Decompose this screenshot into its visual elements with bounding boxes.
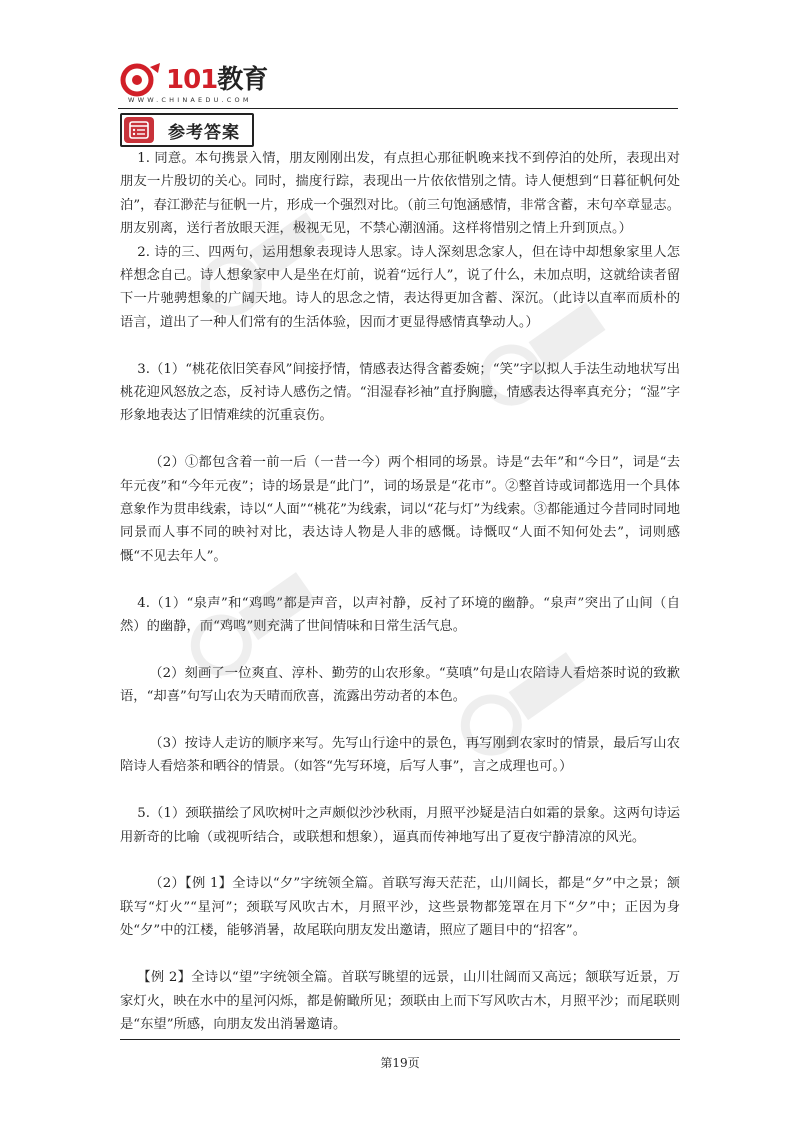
section-title: 参考答案 <box>168 122 240 143</box>
answer-paragraph: （2）刻画了一位爽直、淳朴、勤劳的山农形象。“莫嗔”句是山农陪诗人看焙茶时说的致歉语，“却喜”句写山农为天晴而欣喜，流露出劳动者的本色。 <box>120 665 680 705</box>
answer-paragraph: （2）【例 1】全诗以“夕”字统领全篇。首联写海天茫茫，山川阔长，都是“夕”中之景；颔联写“灯火”“星河”；颈联写风吹古木，月照平沙，这些景物都笼罩在月下“夕”中；正因为身处“夕”中的江楼，能够消暑，故尾联向朋友发出邀请，照应了题目中的“招客”。 <box>120 876 680 939</box>
answer-paragraph: 3.（1）“桃花依旧笑春风”间接抒情，情感表达得含蓄委婉；“笑”字以拟人手法生动地状写出桃花迎风怒放之态，反衬诗人感伤之情。“泪湿春衫袖”直抒胸臆，情感表达得率真充分；“湿”字形象地表达了旧情难续的沉重哀伤。 <box>120 361 680 424</box>
page-header <box>118 58 678 110</box>
answer-paragraph: 1. 同意。本句携景入情，朋友刚刚出发，有点担心那征帆晚来找不到停泊的处所，表现出对朋友一片殷切的关心。同时，揣度行踪，表现出一片依依惜别之情。诗人便想到“日暮征帆何处泊”，春江渺茫与征帆一片，形成一个强烈对比。（前三句饱涵感情，非常含蓄，末句卒章显志。朋友别离，送行者放眼天涯，极视无见，不禁心潮汹涌。这样将惜别之情上升到顶点。） <box>120 151 680 237</box>
logo-url: WWW.CHINAEDU.COM <box>128 96 252 104</box>
header-divider <box>118 108 678 109</box>
logo-number: 101 <box>166 65 218 95</box>
section-heading <box>120 113 254 147</box>
logo-wordmark <box>166 67 267 93</box>
answer-paragraph: 【例 2】全诗以“望”字统领全篇。首联写眺望的远景，山川壮阔而又高远；颔联写近景，万家灯火，映在水中的星河闪烁，都是俯瞰所见；颈联由上而下写风吹古木，月照平沙；而尾联则是“东望”所感，向朋友发出消暑邀请。 <box>120 970 680 1032</box>
logo-mark-icon <box>120 61 164 99</box>
answer-paragraph: 4.（1）“泉声”和“鸡鸣”都是声音，以声衬静，反衬了环境的幽静。“泉声”突出了山间（自然）的幽静，而“鸡鸣”则充满了世间情味和日常生活气息。 <box>120 595 680 635</box>
brand-logo <box>120 60 267 100</box>
answer-paragraph: 2. 诗的三、四两句，运用想象表现诗人思家。诗人深刻思念家人，但在诗中却想象家里人怎样想念自己。诗人想象家中人是坐在灯前，说着“远行人”，说了什么，未加点明，这就给读者留下一片驰骋想象的广阔天地。诗人的思念之情，表达得更加含蓄、深沉。（此诗以直率而质朴的语言，道出了一种人们常有的生活体验，因而才更显得感情真挚动人。） <box>120 244 680 330</box>
footer-divider <box>120 1039 680 1040</box>
answer-content <box>120 147 680 1036</box>
page-number: 第19页 <box>380 1056 420 1070</box>
answer-paragraph: 5.（1）颈联描绘了风吹树叶之声颇似沙沙秋雨，月照平沙疑是洁白如霜的景象。这两句诗运用新奇的比喻（或视听结合，或联想和想象），逼真而传神地写出了夏夜宁静清凉的风光。 <box>120 806 680 845</box>
answer-paragraph: （2）①都包含着一前一后（一昔一今）两个相同的场景。诗是“去年”和“今日”，词是“去年元夜”和“今年元夜”；诗的场景是“此门”，词的场景是“花市”。②整首诗或词都选用一个具体意象作为贯串线索，诗以“人面”“桃花”为线索，词以“花与灯”为线索。③都能通过今昔同时同地同景而人事不同的映衬对比，表达诗人物是人非的感慨。诗慨叹“人面不知何处去”，词则感慨“不见去年人”。 <box>120 455 680 564</box>
logo-word: 教育 <box>217 65 268 95</box>
answer-paragraph: （3）按诗人走访的顺序来写。先写山行途中的景色，再写刚到农家时的情景，最后写山农陪诗人看焙茶和晒谷的情景。（如答“先写环境，后写人事”，言之成理也可。） <box>120 736 680 775</box>
checklist-icon <box>124 117 154 143</box>
